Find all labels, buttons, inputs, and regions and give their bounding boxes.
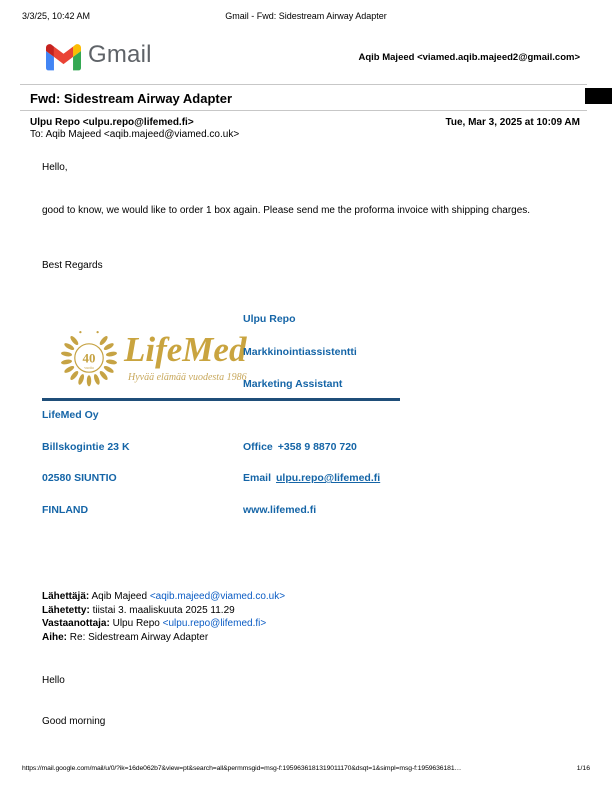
quoted-to-label: Vastaanottaja: [42,618,110,629]
quoted-to-line [42,617,285,631]
print-document-title: Gmail - Fwd: Sidestream Airway Adapter [225,11,387,21]
quoted-from-line [42,590,285,604]
signature-address-country: FINLAND [42,504,89,516]
signature-office-phone [243,441,357,453]
signature-title-fi: Markkinointiassistentti [243,346,357,358]
gmail-wordmark: Gmail [88,41,152,68]
quoted-sent-label: Lähetetty: [42,604,90,616]
quoted-header-block [42,590,285,644]
print-page-number: 1/16 [576,765,590,772]
print-footer-url: https://mail.google.com/mail/u/0/?ik=16de062b7&view=pt&search=all&permmsgid=msg-f:1959636181319011170&dsqt=1&simpl=msg-f:1959636181… [22,765,462,772]
sender-line: Ulpu Repo <ulpu.repo@lifemed.fi> [30,117,194,128]
gmail-logo-icon [46,44,81,74]
quoted-subject-label: Aihe: [42,631,67,643]
lifemed-tagline: Hyvää elämää vuodesta 1986 [128,372,247,383]
date-line: Tue, Mar 3, 2025 at 10:09 AM [445,117,580,128]
quoted-sent-value: tiistai 3. maaliskuuta 2025 11.29 [92,604,235,616]
quoted-to-email-link[interactable]: <ulpu.repo@lifemed.fi> [162,618,267,629]
signature-name: Ulpu Repo [243,313,296,325]
quoted-subject-value: Re: Sidestream Airway Adapter [69,631,209,643]
quoted-from-label: Lähettäjä: [42,591,90,602]
lifemed-wordmark: LifeMed [124,330,247,369]
email-subject: Fwd: Sidestream Airway Adapter [30,91,233,106]
quoted-to-name: Ulpu Repo [112,618,160,629]
lifemed-anniversary-badge [58,326,120,393]
body-greeting: Hello, [42,162,68,173]
quoted-sent-line [42,604,285,618]
separator-line [20,84,587,85]
signature-website-link[interactable]: www.lifemed.fi [243,504,317,516]
body-closing: Best Regards [42,260,103,271]
recipient-line: To: Aqib Majeed <aqib.majeed@viamed.co.uk> [30,129,240,140]
quoted-greeting: Hello [42,675,65,686]
signature-divider [42,398,400,401]
signature-email-row [243,472,380,484]
signature-email-link[interactable]: ulpu.repo@lifemed.fi [276,472,381,484]
separator-line [20,110,587,111]
redaction-bar [585,88,612,104]
email-label: Email [243,472,272,484]
quoted-subject-line [42,631,285,645]
office-label: Office [243,441,273,453]
office-phone-value: +358 9 8870 720 [277,441,357,453]
signature-title-en: Marketing Assistant [243,378,343,390]
signature-website-row [243,504,316,516]
signature-address-city: 02580 SIUNTIO [42,472,117,484]
badge-number: 40 [82,350,96,366]
account-address: Aqib Majeed <viamed.aqib.majeed2@gmail.com> [358,52,580,63]
signature-company: LifeMed Oy [42,409,99,421]
print-timestamp: 3/3/25, 10:42 AM [22,11,91,21]
quoted-body: Good morning [42,716,106,727]
badge-caption: vuotta [84,365,94,370]
quoted-from-email-link[interactable]: <aqib.majeed@viamed.co.uk> [149,591,286,602]
body-paragraph: good to know, we would like to order 1 box again. Please send me the proforma invoice with shipping charges. [42,205,531,216]
signature-address-street: Billskogintie 23 K [42,441,130,453]
quoted-from-name: Aqib Majeed [91,591,148,602]
